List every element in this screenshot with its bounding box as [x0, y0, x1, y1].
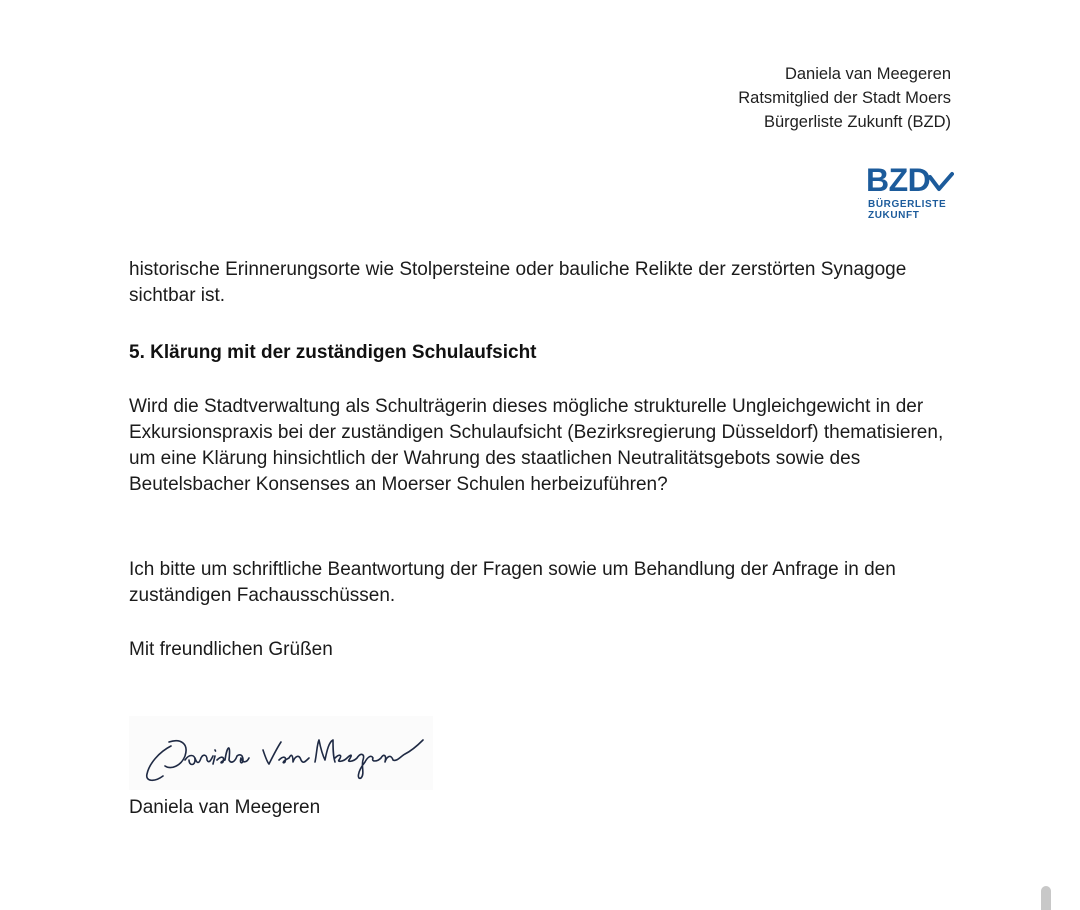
paragraph-continuation: historische Erinnerungsorte wie Stolpersteine oder bauliche Relikte der zerstörten Synagoge sichtbar ist. [129, 259, 907, 306]
sender-party: Bürgerliste Zukunft (BZD) [763, 113, 951, 131]
sender-name: Daniela van Meegeren [784, 65, 951, 83]
scrollbar-handle[interactable] [1041, 886, 1051, 910]
handwritten-signature [129, 716, 433, 790]
checkmark-icon [928, 171, 954, 193]
signature-drawing [129, 716, 433, 790]
sender-role: Ratsmitglied der Stadt Moers [738, 89, 951, 107]
closing-line: Mit freundlichen Grüßen [129, 639, 333, 660]
section-heading: 5. Klärung mit der zuständigen Schulaufsicht [129, 342, 537, 363]
question-paragraph: Wird die Stadtverwaltung als Schulträgerin dieses mögliche strukturelle Ungleichgewicht in der Exkursionspraxis bei der zuständigen Schulaufsicht (Bezirksregierung Düsseldorf) thematisieren, um eine Klärung hinsichtlich der Wahrung des staatlichen Neutralitätsgebots sowie des Beutelsbacher Konsenses an Moerser Schulen herbeizuführen? [129, 396, 944, 495]
request-paragraph: Ich bitte um schriftliche Beantwortung der Fragen sowie um Behandlung der Anfrage in den zuständigen Fachausschüssen. [129, 559, 896, 606]
bzd-logo [866, 164, 956, 226]
logo-subtitle-line1: BÜRGERLISTE [868, 199, 947, 210]
logo-mark: BZD [866, 162, 931, 198]
sender-block [738, 62, 951, 134]
logo-subtitle-line2: ZUKUNFT [868, 210, 920, 221]
signer-name: Daniela van Meegeren [129, 797, 321, 818]
